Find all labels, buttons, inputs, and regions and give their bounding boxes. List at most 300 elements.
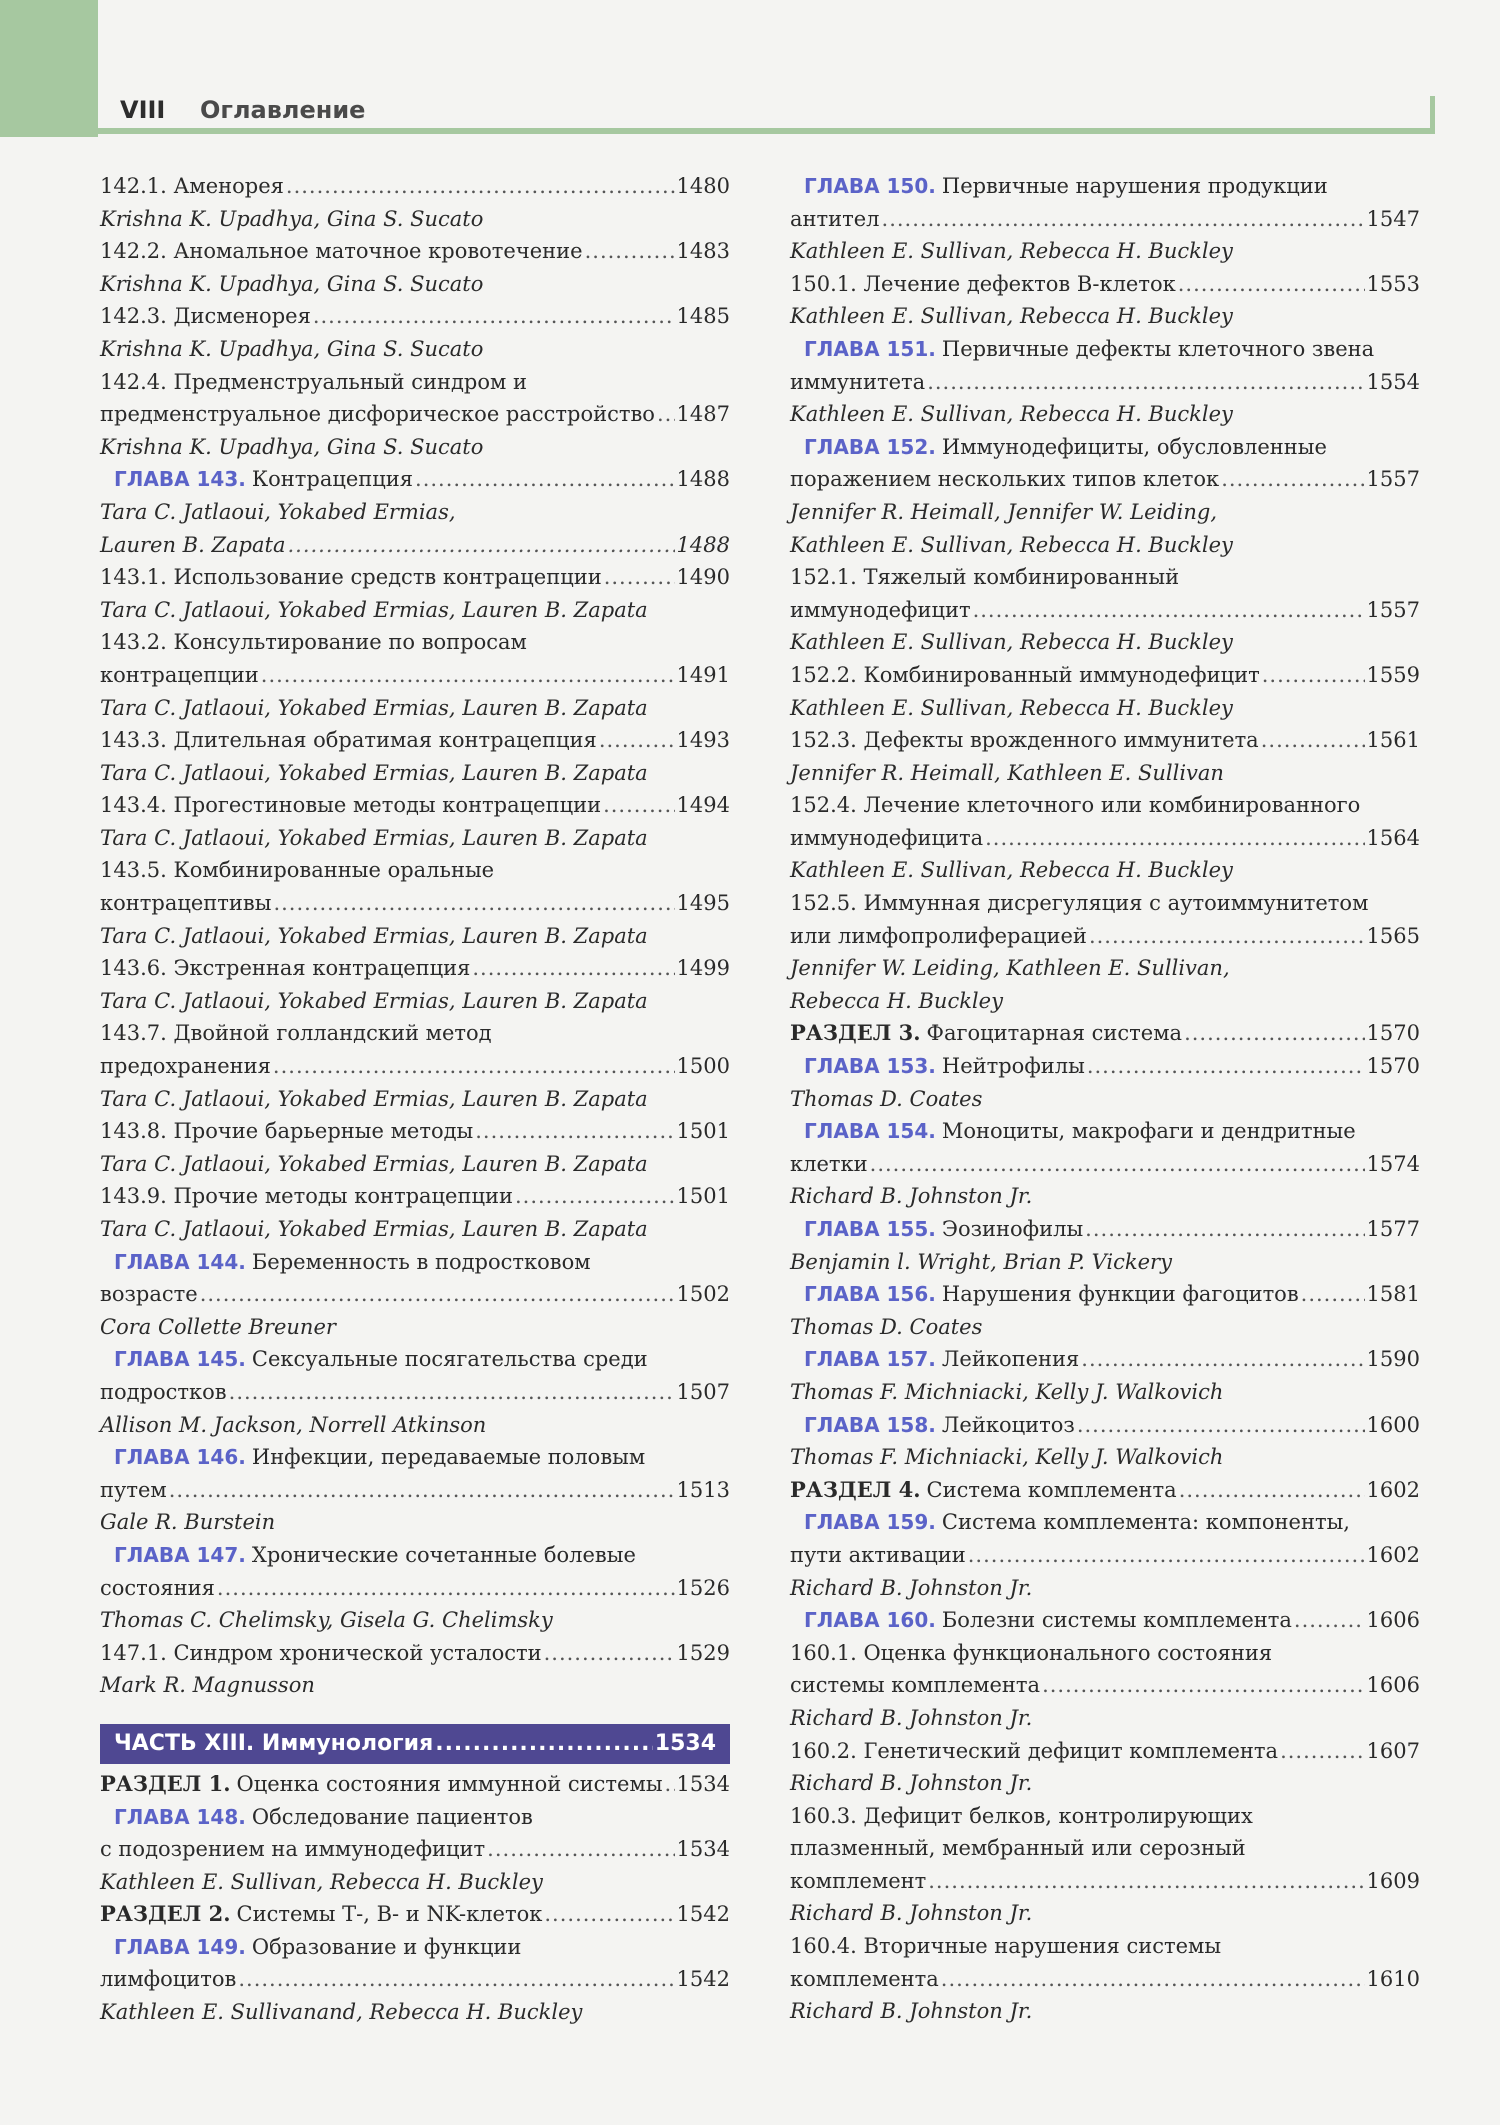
entry-text: комплемент	[790, 1868, 927, 1893]
toc-entry[interactable]	[100, 300, 730, 333]
toc-entry[interactable]	[100, 1376, 730, 1409]
page-ref: 1502	[676, 1282, 730, 1307]
chapter-label: ГЛАВА 146.	[114, 1445, 246, 1470]
leader-dots	[544, 1898, 674, 1931]
toc-entry[interactable]	[100, 1637, 730, 1670]
chapter-label: ГЛАВА 149.	[114, 1934, 246, 1959]
author-line[interactable]	[790, 1180, 1420, 1213]
entry-text: 160.4. Вторичные нарушения системы	[790, 1934, 1222, 1959]
entry-text: путем	[100, 1477, 167, 1502]
leader-dots	[1089, 920, 1365, 953]
toc-entry[interactable]	[100, 789, 730, 822]
page-ref: 1495	[676, 891, 730, 916]
chapter-label: ГЛАВА 150.	[804, 174, 936, 198]
leader-dots	[238, 1963, 674, 1996]
chapter-label: ГЛАВА 147.	[114, 1542, 246, 1567]
chapter-entry[interactable]	[100, 463, 730, 496]
chapter-label: ГЛАВА 156.	[804, 1282, 936, 1307]
page-ref: 1565	[1366, 923, 1420, 948]
entry-text: Иммунодефициты, обусловленные	[941, 434, 1327, 459]
page-ref: 1501	[676, 1184, 730, 1209]
author-line[interactable]	[790, 529, 1420, 562]
section-label: РАЗДЕЛ 2.	[100, 1901, 231, 1927]
section-entry[interactable]	[790, 1474, 1420, 1507]
author-line[interactable]	[100, 594, 730, 627]
entry-text: 152.5. Иммунная дисрегуляция с аутоиммунитетом	[790, 891, 1369, 916]
entry-text: 143.7. Двойной голландский метод	[100, 1021, 492, 1046]
entry-text: 160.3. Дефицит белков, контролирующих	[790, 1803, 1253, 1828]
chapter-entry[interactable]	[100, 1931, 730, 1964]
entry-text: Krishna K. Upadhya, Gina S. Sucato	[100, 206, 484, 231]
entry-text: 160.2. Генетический дефицит комплемента	[790, 1738, 1279, 1763]
toc-entry[interactable]	[790, 920, 1420, 953]
author-line[interactable]	[790, 952, 1420, 985]
entry-text: 152.4. Лечение клеточного или комбинированного	[790, 793, 1361, 818]
page-ref: 1487	[676, 402, 730, 427]
entry-text: Фагоцитарная система	[926, 1021, 1183, 1046]
author-line[interactable]	[100, 757, 730, 790]
toc-entry[interactable]	[790, 659, 1420, 692]
entry-text: Mark R. Magnusson	[100, 1673, 315, 1698]
author-line[interactable]	[100, 1669, 730, 1702]
entry-text: 142.1. Аменорея	[100, 174, 284, 198]
author-line[interactable]	[100, 1148, 730, 1181]
leader-dots	[927, 366, 1364, 399]
entry-text: Tara C. Jatlaoui, Yokabed Ermias, Lauren B. Zapata	[100, 597, 648, 622]
chapter-entry[interactable]	[790, 431, 1420, 464]
entry-text: Lauren B. Zapata	[100, 532, 286, 557]
leader-dots	[273, 1050, 675, 1083]
page-ref: 1557	[1366, 597, 1420, 622]
entry-text: Лейкопения	[941, 1347, 1080, 1372]
leader-dots	[1280, 1735, 1364, 1768]
chapter-label: ГЛАВА 153.	[804, 1054, 936, 1079]
chapter-label: ГЛАВА 143.	[114, 467, 246, 492]
page-ref: 1606	[1366, 1608, 1420, 1633]
author-line[interactable]	[100, 333, 730, 366]
toc-entry[interactable]	[100, 1278, 730, 1311]
entry-text: Benjamin l. Wright, Brian P. Vickery	[790, 1249, 1172, 1274]
toc-entry[interactable]	[790, 1865, 1420, 1898]
entry-text: Болезни системы комплемента	[941, 1608, 1292, 1633]
leader-dots	[928, 1865, 1364, 1898]
entry-text: Krishna K. Upadhya, Gina S. Sucato	[100, 271, 484, 296]
toc-entry[interactable]	[100, 1115, 730, 1148]
entry-text: Нейтрофилы	[941, 1054, 1085, 1079]
entry-text: 143.2. Консультирование по вопросам	[100, 630, 527, 655]
page-ref: 1507	[676, 1379, 730, 1404]
entry-text: Kathleen E. Sullivanand, Rebecca H. Buckley	[100, 2000, 583, 2025]
toc-entry-line[interactable]	[790, 789, 1420, 822]
toc-entry-line[interactable]	[790, 1930, 1420, 1963]
toc-entry[interactable]	[790, 1963, 1420, 1996]
entry-text: Обследование пациентов	[251, 1804, 533, 1829]
leader-dots	[1261, 724, 1365, 757]
author-line[interactable]	[790, 985, 1420, 1018]
entry-text: Jennifer R. Heimall, Kathleen E. Sullivan	[790, 760, 1224, 785]
page-ref: 1570	[1366, 1021, 1420, 1046]
entry-text: Thomas F. Michniacki, Kelly J. Walkovich	[790, 1445, 1224, 1470]
leader-dots	[882, 203, 1365, 236]
toc-entry[interactable]	[790, 594, 1420, 627]
page-ref: 1534	[676, 1837, 730, 1862]
chapter-entry[interactable]	[100, 1343, 730, 1376]
entry-text: Gale R. Burstein	[100, 1510, 276, 1535]
page-ref: 1609	[1366, 1868, 1420, 1893]
entry-text: Сексуальные посягательства среди	[251, 1347, 648, 1372]
toc-column-right	[790, 170, 1420, 2028]
toc-entry-line[interactable]	[100, 854, 730, 887]
leader-dots	[985, 822, 1364, 855]
leader-dots	[169, 1474, 675, 1507]
toc-entry[interactable]	[100, 1833, 730, 1866]
toc-entry[interactable]	[790, 268, 1420, 301]
entry-text: Tara C. Jatlaoui, Yokabed Ermias, Lauren B. Zapata	[100, 760, 648, 785]
entry-text: Лейкоцитоз	[941, 1412, 1075, 1437]
chapter-label: ГЛАВА 160.	[804, 1608, 936, 1633]
page-ref: 1529	[676, 1640, 730, 1665]
leader-dots	[1081, 1343, 1364, 1376]
entry-text: предменструальное дисфорическое расстройство	[100, 402, 655, 427]
entry-text: Моноциты, макрофаги и дендритные	[941, 1119, 1356, 1144]
author-line[interactable]	[100, 985, 730, 1018]
page-ref: 1534	[654, 1730, 716, 1756]
page-ref: 1513	[676, 1477, 730, 1502]
author-line[interactable]	[790, 496, 1420, 529]
leader-dots	[1178, 268, 1365, 301]
page-ref: 1590	[1366, 1347, 1420, 1372]
entry-text: Оценка состояния иммунной системы	[236, 1771, 663, 1796]
author-line[interactable]	[100, 1506, 730, 1539]
author-line[interactable]	[100, 822, 730, 855]
chapter-entry[interactable]	[790, 1213, 1420, 1246]
chapter-label: ГЛАВА 151.	[804, 336, 936, 361]
author-line[interactable]	[790, 300, 1420, 333]
entry-text: 143.4. Прогестиновые методы контрацепции	[100, 793, 602, 818]
author-line[interactable]	[790, 1376, 1420, 1409]
chapter-entry[interactable]	[100, 1441, 730, 1474]
page-ref: 1602	[1366, 1542, 1420, 1567]
toc-entry-line[interactable]	[790, 561, 1420, 594]
chapter-entry[interactable]	[100, 1246, 730, 1279]
page-ref: 1561	[1366, 728, 1420, 753]
leader-dots	[544, 1637, 675, 1670]
toc-entry-line[interactable]	[790, 1832, 1420, 1865]
page-ref: 1557	[1366, 467, 1420, 492]
author-line[interactable]	[100, 203, 730, 236]
author-line[interactable]	[790, 1083, 1420, 1116]
page-ref: 1564	[1366, 825, 1420, 850]
chapter-entry[interactable]	[790, 1343, 1420, 1376]
entry-text: Tara C. Jatlaoui, Yokabed Ermias, Lauren B. Zapata	[100, 695, 648, 720]
entry-text: Cora Collette Breuner	[100, 1314, 336, 1339]
entry-text: пути активации	[790, 1542, 966, 1567]
page-ref: 1570	[1366, 1054, 1420, 1079]
leader-dots	[313, 300, 675, 333]
chapter-entry[interactable]	[100, 1801, 730, 1834]
author-line[interactable]	[790, 854, 1420, 887]
entry-text: Richard B. Johnston Jr.	[790, 1999, 1033, 2024]
entry-text: Tara C. Jatlaoui, Yokabed Ermias, Lauren B. Zapata	[100, 1151, 648, 1176]
toc-entry[interactable]	[100, 887, 730, 920]
chapter-entry[interactable]	[790, 170, 1420, 203]
author-line[interactable]	[100, 692, 730, 725]
entry-text: Kathleen E. Sullivan, Rebecca H. Buckley	[790, 858, 1233, 883]
entry-text: Первичные дефекты клеточного звена	[941, 336, 1375, 361]
toc-entry-line[interactable]	[100, 366, 730, 399]
page-ref: 1554	[1366, 369, 1420, 394]
entry-text: 143.9. Прочие методы контрацепции	[100, 1184, 513, 1209]
toc-entry[interactable]	[790, 1735, 1420, 1768]
toc-entry[interactable]	[790, 203, 1420, 236]
entry-text: 143.3. Длительная обратимая контрацепция	[100, 728, 597, 753]
page-ref: 1485	[676, 304, 730, 329]
entry-text: иммунитета	[790, 369, 926, 394]
section-entry[interactable]	[100, 1898, 730, 1931]
author-line[interactable]	[790, 235, 1420, 268]
author-line[interactable]	[100, 431, 730, 464]
section-label: РАЗДЕЛ 1.	[100, 1770, 231, 1796]
page-ref: 1488	[676, 467, 730, 492]
leader-dots	[200, 1278, 675, 1311]
leader-dots	[1294, 1604, 1365, 1637]
toc-entry[interactable]	[790, 822, 1420, 855]
toc-entry[interactable]	[790, 724, 1420, 757]
page-ref: 1490	[676, 565, 730, 590]
toc-entry-line[interactable]	[790, 1800, 1420, 1833]
author-line[interactable]	[100, 496, 730, 529]
leader-dots	[1221, 463, 1364, 496]
author-line[interactable]	[100, 268, 730, 301]
leader-dots	[287, 529, 674, 562]
author-line[interactable]	[100, 1213, 730, 1246]
toc-column-left	[100, 170, 730, 2029]
author-line[interactable]	[100, 1866, 730, 1899]
entry-text: Системы Т-, В- и NK-клеток	[236, 1902, 543, 1927]
page-ref: 1577	[1366, 1217, 1420, 1241]
leader-dots	[1087, 1050, 1365, 1083]
section-entry[interactable]	[790, 1017, 1420, 1050]
page-ref: 1501	[676, 1119, 730, 1144]
chapter-entry[interactable]	[790, 1604, 1420, 1637]
author-line[interactable]	[790, 1702, 1420, 1735]
entry-text: 142.4. Предменструальный синдром и	[100, 369, 527, 394]
header-rule-end	[1430, 96, 1435, 134]
toc-entry[interactable]	[100, 1180, 730, 1213]
toc-entry[interactable]	[790, 463, 1420, 496]
page-ref: 1483	[676, 239, 730, 264]
entry-text: Krishna K. Upadhya, Gina S. Sucato	[100, 336, 484, 361]
toc-entry[interactable]	[790, 1148, 1420, 1181]
leader-dots	[657, 398, 675, 431]
entry-text: Jennifer R. Heimall, Jennifer W. Leiding,	[790, 499, 1218, 524]
author-line[interactable]	[100, 529, 730, 562]
entry-text: Хронические сочетанные болевые	[251, 1542, 636, 1567]
leader-dots	[1262, 659, 1365, 692]
toc-entry[interactable]	[100, 561, 730, 594]
author-line[interactable]	[790, 398, 1420, 431]
leader-dots	[1085, 1213, 1364, 1246]
toc-entry[interactable]	[100, 170, 730, 203]
author-line[interactable]	[790, 1441, 1420, 1474]
chapter-label: ГЛАВА 148.	[114, 1804, 246, 1829]
entry-text: Kathleen E. Sullivan, Rebecca H. Buckley	[790, 532, 1233, 557]
page-ref: 1493	[676, 728, 730, 753]
entry-text: 150.1. Лечение дефектов В-клеток	[790, 271, 1176, 296]
section-label: РАЗДЕЛ 4.	[790, 1476, 921, 1502]
toc-entry[interactable]	[100, 659, 730, 692]
author-line[interactable]	[790, 1246, 1420, 1279]
entry-text: 147.1. Синдром хронической усталости	[100, 1640, 542, 1665]
author-line[interactable]	[790, 757, 1420, 790]
section-entry[interactable]	[100, 1768, 730, 1801]
toc-entry-line[interactable]	[100, 626, 730, 659]
page-ref: 1559	[1366, 662, 1420, 687]
entry-text: иммунодефицита	[790, 825, 984, 850]
chapter-entry[interactable]	[790, 1409, 1420, 1442]
author-line[interactable]	[790, 1897, 1420, 1930]
section-label: РАЗДЕЛ 3.	[790, 1020, 921, 1046]
toc-entry[interactable]	[100, 1050, 730, 1083]
toc-entry[interactable]	[790, 1669, 1420, 1702]
page-ref: 1600	[1366, 1412, 1420, 1437]
leader-dots	[286, 170, 675, 203]
entry-text: предохранения	[100, 1054, 271, 1079]
page-ref: 1491	[676, 662, 730, 687]
entry-text: Kathleen E. Sullivan, Rebecca H. Buckley	[790, 695, 1233, 720]
author-line[interactable]	[790, 1311, 1420, 1344]
entry-text: возрасте	[100, 1282, 198, 1307]
entry-text: контрацептивы	[100, 891, 272, 916]
entry-text: с подозрением на иммунодефицит	[100, 1837, 486, 1862]
toc-entry[interactable]	[100, 235, 730, 268]
author-line[interactable]	[790, 1995, 1420, 2028]
chapter-label: ГЛАВА 158.	[804, 1412, 936, 1437]
author-line[interactable]	[790, 1572, 1420, 1605]
entry-text: Jennifer W. Leiding, Kathleen E. Sullivan,	[790, 956, 1230, 981]
entry-text: Rebecca H. Buckley	[790, 988, 1003, 1013]
leader-dots	[229, 1376, 675, 1409]
entry-text: комплемента	[790, 1966, 939, 1991]
toc-entry[interactable]	[100, 398, 730, 431]
entry-text: Richard B. Johnston Jr.	[790, 1901, 1033, 1926]
author-line[interactable]	[100, 1083, 730, 1116]
toc-entry-line[interactable]	[790, 887, 1420, 920]
entry-text: Thomas D. Coates	[790, 1086, 983, 1111]
chapter-label: ГЛАВА 154.	[804, 1119, 936, 1144]
entry-text: Kathleen E. Sullivan, Rebecca H. Buckley	[100, 1869, 543, 1894]
entry-text: подростков	[100, 1379, 227, 1404]
toc-entry-line[interactable]	[790, 1637, 1420, 1670]
entry-text: 143.8. Прочие барьерные методы	[100, 1119, 474, 1144]
author-line[interactable]	[100, 1996, 730, 2029]
chapter-entry[interactable]	[790, 1115, 1420, 1148]
entry-text: 143.6. Экстренная контрацепция	[100, 956, 471, 981]
toc-entry[interactable]	[100, 1474, 730, 1507]
entry-text: Richard B. Johnston Jr.	[790, 1575, 1033, 1600]
entry-text: 142.2. Аномальное маточное кровотечение	[100, 239, 583, 264]
entry-text: Tara C. Jatlaoui, Yokabed Ermias, Lauren B. Zapata	[100, 825, 648, 850]
toc-entry[interactable]	[100, 952, 730, 985]
toc-entry[interactable]	[100, 1572, 730, 1605]
chapter-label: ГЛАВА 159.	[804, 1510, 936, 1535]
leader-dots	[941, 1963, 1365, 1996]
entry-text: Richard B. Johnston Jr.	[790, 1771, 1033, 1796]
chapter-entry[interactable]	[100, 1539, 730, 1572]
leader-dots	[1042, 1669, 1364, 1702]
page-number: VIII	[120, 96, 166, 124]
entry-text: Thomas F. Michniacki, Kelly J. Walkovich	[790, 1379, 1224, 1404]
author-line[interactable]	[790, 692, 1420, 725]
chapter-entry[interactable]	[790, 333, 1420, 366]
entry-text: 142.3. Дисменорея	[100, 304, 311, 329]
page-ref: 1547	[1366, 206, 1420, 231]
author-line[interactable]	[100, 920, 730, 953]
leader-dots	[968, 1539, 1365, 1572]
leader-dots	[1179, 1474, 1365, 1507]
entry-text: или лимфопролиферацией	[790, 923, 1087, 948]
leader-dots	[261, 659, 675, 692]
entry-text: Kathleen E. Sullivan, Rebecca H. Buckley	[790, 239, 1233, 264]
entry-text: состояния	[100, 1575, 215, 1600]
entry-text: 152.3. Дефекты врожденного иммунитета	[790, 728, 1259, 753]
entry-text: 152.1. Тяжелый комбинированный	[790, 565, 1180, 590]
page-ref: 1610	[1366, 1966, 1420, 1991]
chapter-entry[interactable]	[790, 1050, 1420, 1083]
author-line[interactable]	[100, 1311, 730, 1344]
entry-text: Эозинофилы	[941, 1217, 1084, 1241]
chapter-label: ГЛАВА 144.	[114, 1249, 246, 1274]
author-line[interactable]	[100, 1409, 730, 1442]
entry-text: Система комплемента	[926, 1477, 1177, 1502]
page-ref: 1574	[1366, 1151, 1420, 1176]
page-title: Оглавление	[200, 96, 366, 124]
entry-text: Tara C. Jatlaoui, Yokabed Ermias, Lauren B. Zapata	[100, 923, 648, 948]
toc-entry-line[interactable]	[100, 1017, 730, 1050]
entry-text: Tara C. Jatlaoui, Yokabed Ermias, Lauren B. Zapata	[100, 988, 648, 1013]
chapter-entry[interactable]	[790, 1278, 1420, 1311]
leader-dots	[515, 1180, 675, 1213]
entry-text: 143.5. Комбинированные оральные	[100, 858, 495, 883]
author-line[interactable]	[100, 1604, 730, 1637]
toc-entry[interactable]	[790, 1539, 1420, 1572]
page-ref: 1500	[676, 1054, 730, 1079]
page-ref: 1607	[1366, 1738, 1420, 1763]
chapter-entry[interactable]	[790, 1506, 1420, 1539]
entry-text: Первичные нарушения продукции	[941, 174, 1328, 198]
entry-text: поражением нескольких типов клеток	[790, 467, 1220, 492]
entry-text: Kathleen E. Sullivan, Rebecca H. Buckley	[790, 402, 1233, 427]
entry-text: Richard B. Johnston Jr.	[790, 1184, 1033, 1209]
toc-entry[interactable]	[100, 724, 730, 757]
entry-text: клетки	[790, 1151, 868, 1176]
page-ref: 1602	[1366, 1477, 1420, 1502]
part-heading[interactable]	[100, 1724, 730, 1764]
page-ref: 1480	[676, 174, 730, 198]
chapter-label: ГЛАВА 157.	[804, 1347, 936, 1372]
leader-dots	[1301, 1278, 1365, 1311]
page-ref: 1488	[676, 532, 730, 557]
part-title: ЧАСТЬ XIII. Иммунология	[114, 1730, 434, 1756]
leader-dots	[870, 1148, 1365, 1181]
toc-entry[interactable]	[100, 1963, 730, 1996]
author-line[interactable]	[790, 626, 1420, 659]
entry-text: Kathleen E. Sullivan, Rebecca H. Buckley	[790, 630, 1233, 655]
leader-dots	[487, 1833, 674, 1866]
entry-text: Thomas C. Chelimsky, Gisela G. Chelimsky	[100, 1608, 553, 1633]
toc-entry[interactable]	[790, 366, 1420, 399]
author-line[interactable]	[790, 1767, 1420, 1800]
